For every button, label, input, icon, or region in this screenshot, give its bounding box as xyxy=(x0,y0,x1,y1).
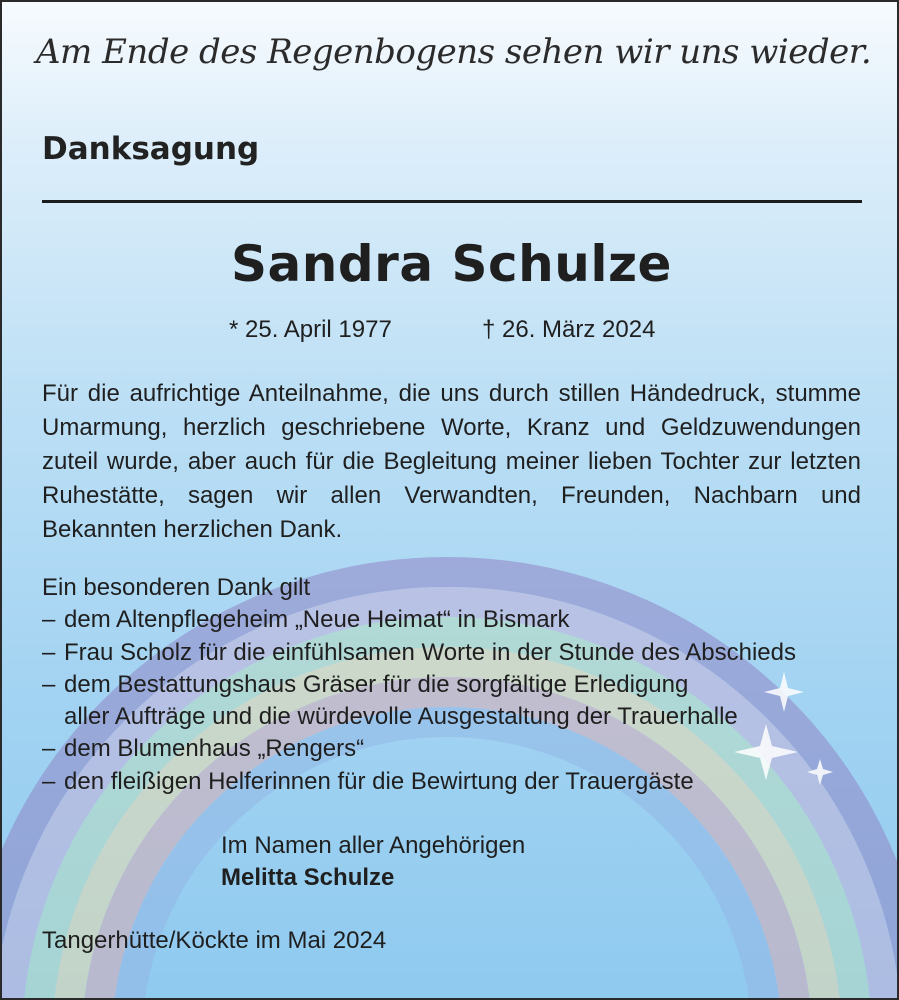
list-item-text: den fleißigen Helferinnen für die Bewirtung der Trauergäste xyxy=(64,767,694,795)
heading-danksagung: Danksagung xyxy=(42,131,260,167)
signer-name: Melitta Schulze xyxy=(221,864,395,891)
signature-block xyxy=(221,830,525,894)
list-item xyxy=(42,669,872,734)
deceased-name: Sandra Schulze xyxy=(231,235,672,293)
list-item xyxy=(42,733,872,765)
signature-line: Im Namen aller Angehörigen xyxy=(221,832,526,859)
list-item-text: dem Blumenhaus „Rengers“ xyxy=(64,735,365,763)
list-item xyxy=(42,637,872,669)
dash-marker: – xyxy=(42,606,56,634)
special-thanks-list xyxy=(42,604,872,798)
dash-marker: – xyxy=(42,638,56,666)
special-thanks xyxy=(42,572,872,798)
divider-rule xyxy=(42,200,862,203)
list-item-text: dem Bestattungshaus Gräser für die sorgfältige Erledigung xyxy=(64,670,689,698)
list-item xyxy=(42,604,872,636)
list-item-text: dem Altenpflegeheim „Neue Heimat“ in Bismark xyxy=(64,606,570,634)
dash-marker: – xyxy=(42,767,56,795)
list-item-text-continued: aller Aufträge und die würdevolle Ausgestaltung der Trauerhalle xyxy=(64,703,738,731)
dash-marker: – xyxy=(42,735,56,763)
motto: Am Ende des Regenbogens sehen wir uns wieder. xyxy=(36,32,872,72)
death-date: † 26. März 2024 xyxy=(482,316,656,343)
dash-marker: – xyxy=(42,670,56,698)
special-thanks-intro: Ein besonderen Dank gilt xyxy=(42,574,311,601)
birth-date: * 25. April 1977 xyxy=(229,316,392,343)
place-and-date: Tangerhütte/Köckte im Mai 2024 xyxy=(42,927,387,954)
list-item xyxy=(42,766,872,798)
thanks-paragraph: Für die aufrichtige Anteilnahme, die uns durch stillen Händedruck, stumme Umarmung, herzlich geschriebene Worte, Kranz und Geldzuwendungen zuteil wurde, aber auch für die Begleitung meiner lieben Tochter zur letzten Ruhestätte, sagen wir allen Verwandten, Freunden, Nachbarn und Bekannten herzlichen Dank. xyxy=(42,380,861,543)
list-item-text: Frau Scholz für die einfühlsamen Worte in der Stunde des Abschieds xyxy=(64,638,796,666)
